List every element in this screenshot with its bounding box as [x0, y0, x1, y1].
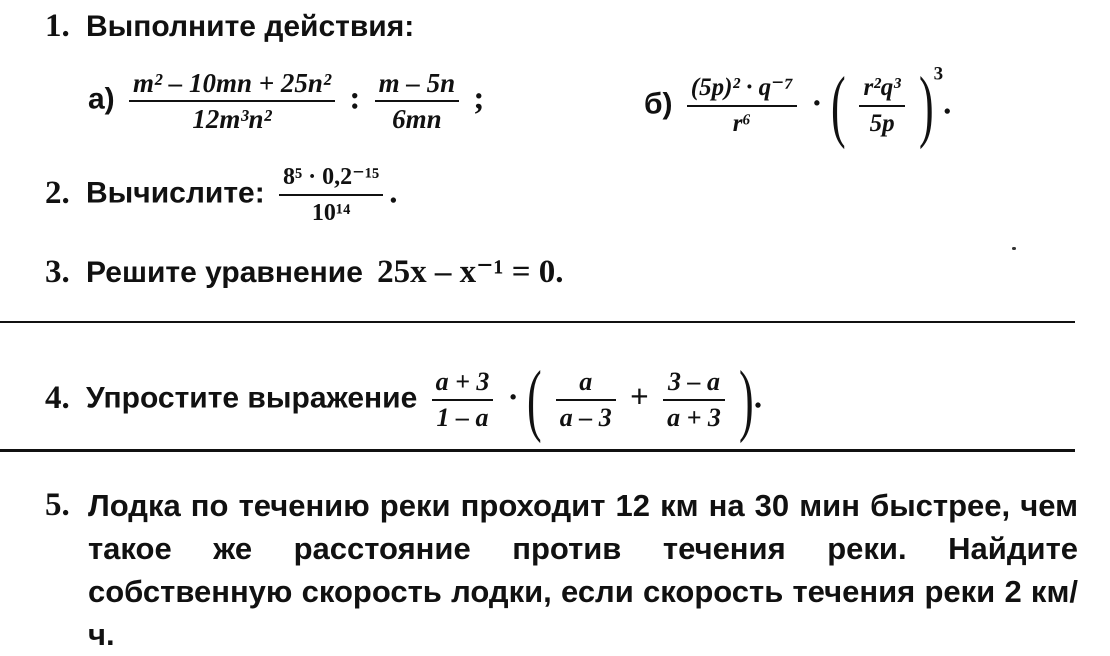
task-1b-operator: ·	[811, 85, 823, 122]
task-5-number: 5.	[45, 487, 70, 523]
task-1b-row	[644, 62, 952, 150]
task-1a-row	[88, 66, 484, 136]
task-1b-end: .	[943, 85, 952, 122]
task-1b-power: 3	[933, 63, 944, 85]
task-1a-fraction-2	[375, 66, 460, 136]
task-1b-fraction-2	[859, 71, 904, 141]
task-2-title: Вычислите:	[86, 176, 265, 210]
task-2-end: .	[389, 174, 398, 211]
task-1b-label: б)	[644, 87, 673, 121]
task-1b-fraction-2-numerator: r²q³	[859, 71, 904, 107]
task-4-number: 4.	[45, 379, 70, 416]
task-4-fraction-1	[432, 365, 494, 435]
task-1-heading	[45, 6, 414, 47]
task-1a-end: ;	[473, 80, 485, 117]
task-2-numerator: 8⁵ · 0,2⁻¹⁵	[279, 160, 383, 196]
task-4-fraction-1-denominator: 1 – a	[436, 403, 489, 432]
task-1-title: Выполните действия:	[86, 10, 415, 43]
divider-bottom	[0, 449, 1075, 452]
task-2-row	[45, 160, 397, 230]
task-5-text: Лодка по течению реки проходит 12 км на 30 мин быстрее, чем такое же расстояние против течения реки. Найдите собственную скорость лодки, если скорость течения реки 2 км/ч.	[88, 488, 1078, 652]
divider-top	[0, 321, 1075, 323]
task-1a-label: а)	[88, 82, 115, 116]
task-1b-fraction-2-denominator: 5p	[869, 110, 895, 137]
task-3-equation: 25x – x⁻¹ = 0.	[377, 254, 564, 290]
task-4-fraction-3-numerator: 3 – a	[663, 365, 725, 401]
task-4-end: .	[753, 379, 763, 416]
task-4-fraction-3	[663, 365, 725, 435]
task-4-fraction-1-numerator: a + 3	[432, 365, 494, 401]
task-3-row	[45, 252, 564, 293]
task-4-plus: +	[630, 379, 649, 416]
task-1a-fraction-1-denominator: 12m³n²	[192, 104, 272, 134]
task-1a-fraction-1	[129, 66, 335, 136]
task-4-title: Упростите выражение	[86, 381, 418, 415]
task-1a-fraction-2-numerator: m – 5n	[375, 66, 460, 102]
task-4-right-paren: )	[739, 356, 754, 444]
task-1-number: 1.	[45, 8, 70, 44]
task-2-number: 2.	[45, 174, 70, 211]
task-4-fraction-2	[556, 365, 616, 435]
task-4-fraction-2-denominator: a – 3	[559, 403, 612, 432]
task-1b-fraction-1-denominator: r⁶	[732, 110, 752, 137]
print-speck	[1012, 247, 1016, 250]
task-3-number: 3.	[45, 254, 70, 290]
task-2-fraction	[279, 160, 383, 230]
task-4-fraction-3-denominator: a + 3	[667, 403, 721, 432]
task-1a-fraction-1-numerator: m² – 10mn + 25n²	[129, 66, 335, 102]
task-1b-fraction-1	[687, 71, 797, 141]
task-1b-right-paren: )	[918, 62, 934, 150]
task-4-fraction-2-numerator: a	[556, 365, 616, 401]
task-4-row	[45, 356, 763, 444]
task-1a-fraction-2-denominator: 6mn	[392, 104, 442, 134]
task-3-title: Решите уравнение	[86, 256, 363, 289]
task-1b-left-paren: (	[830, 62, 846, 150]
task-2-denominator: 10¹⁴	[311, 200, 351, 226]
task-4-operator: ·	[507, 379, 519, 416]
task-1b-fraction-1-numerator: (5p)² · q⁻⁷	[687, 71, 797, 107]
task-4-left-paren: (	[526, 356, 542, 444]
task-1a-operator: :	[349, 80, 361, 117]
